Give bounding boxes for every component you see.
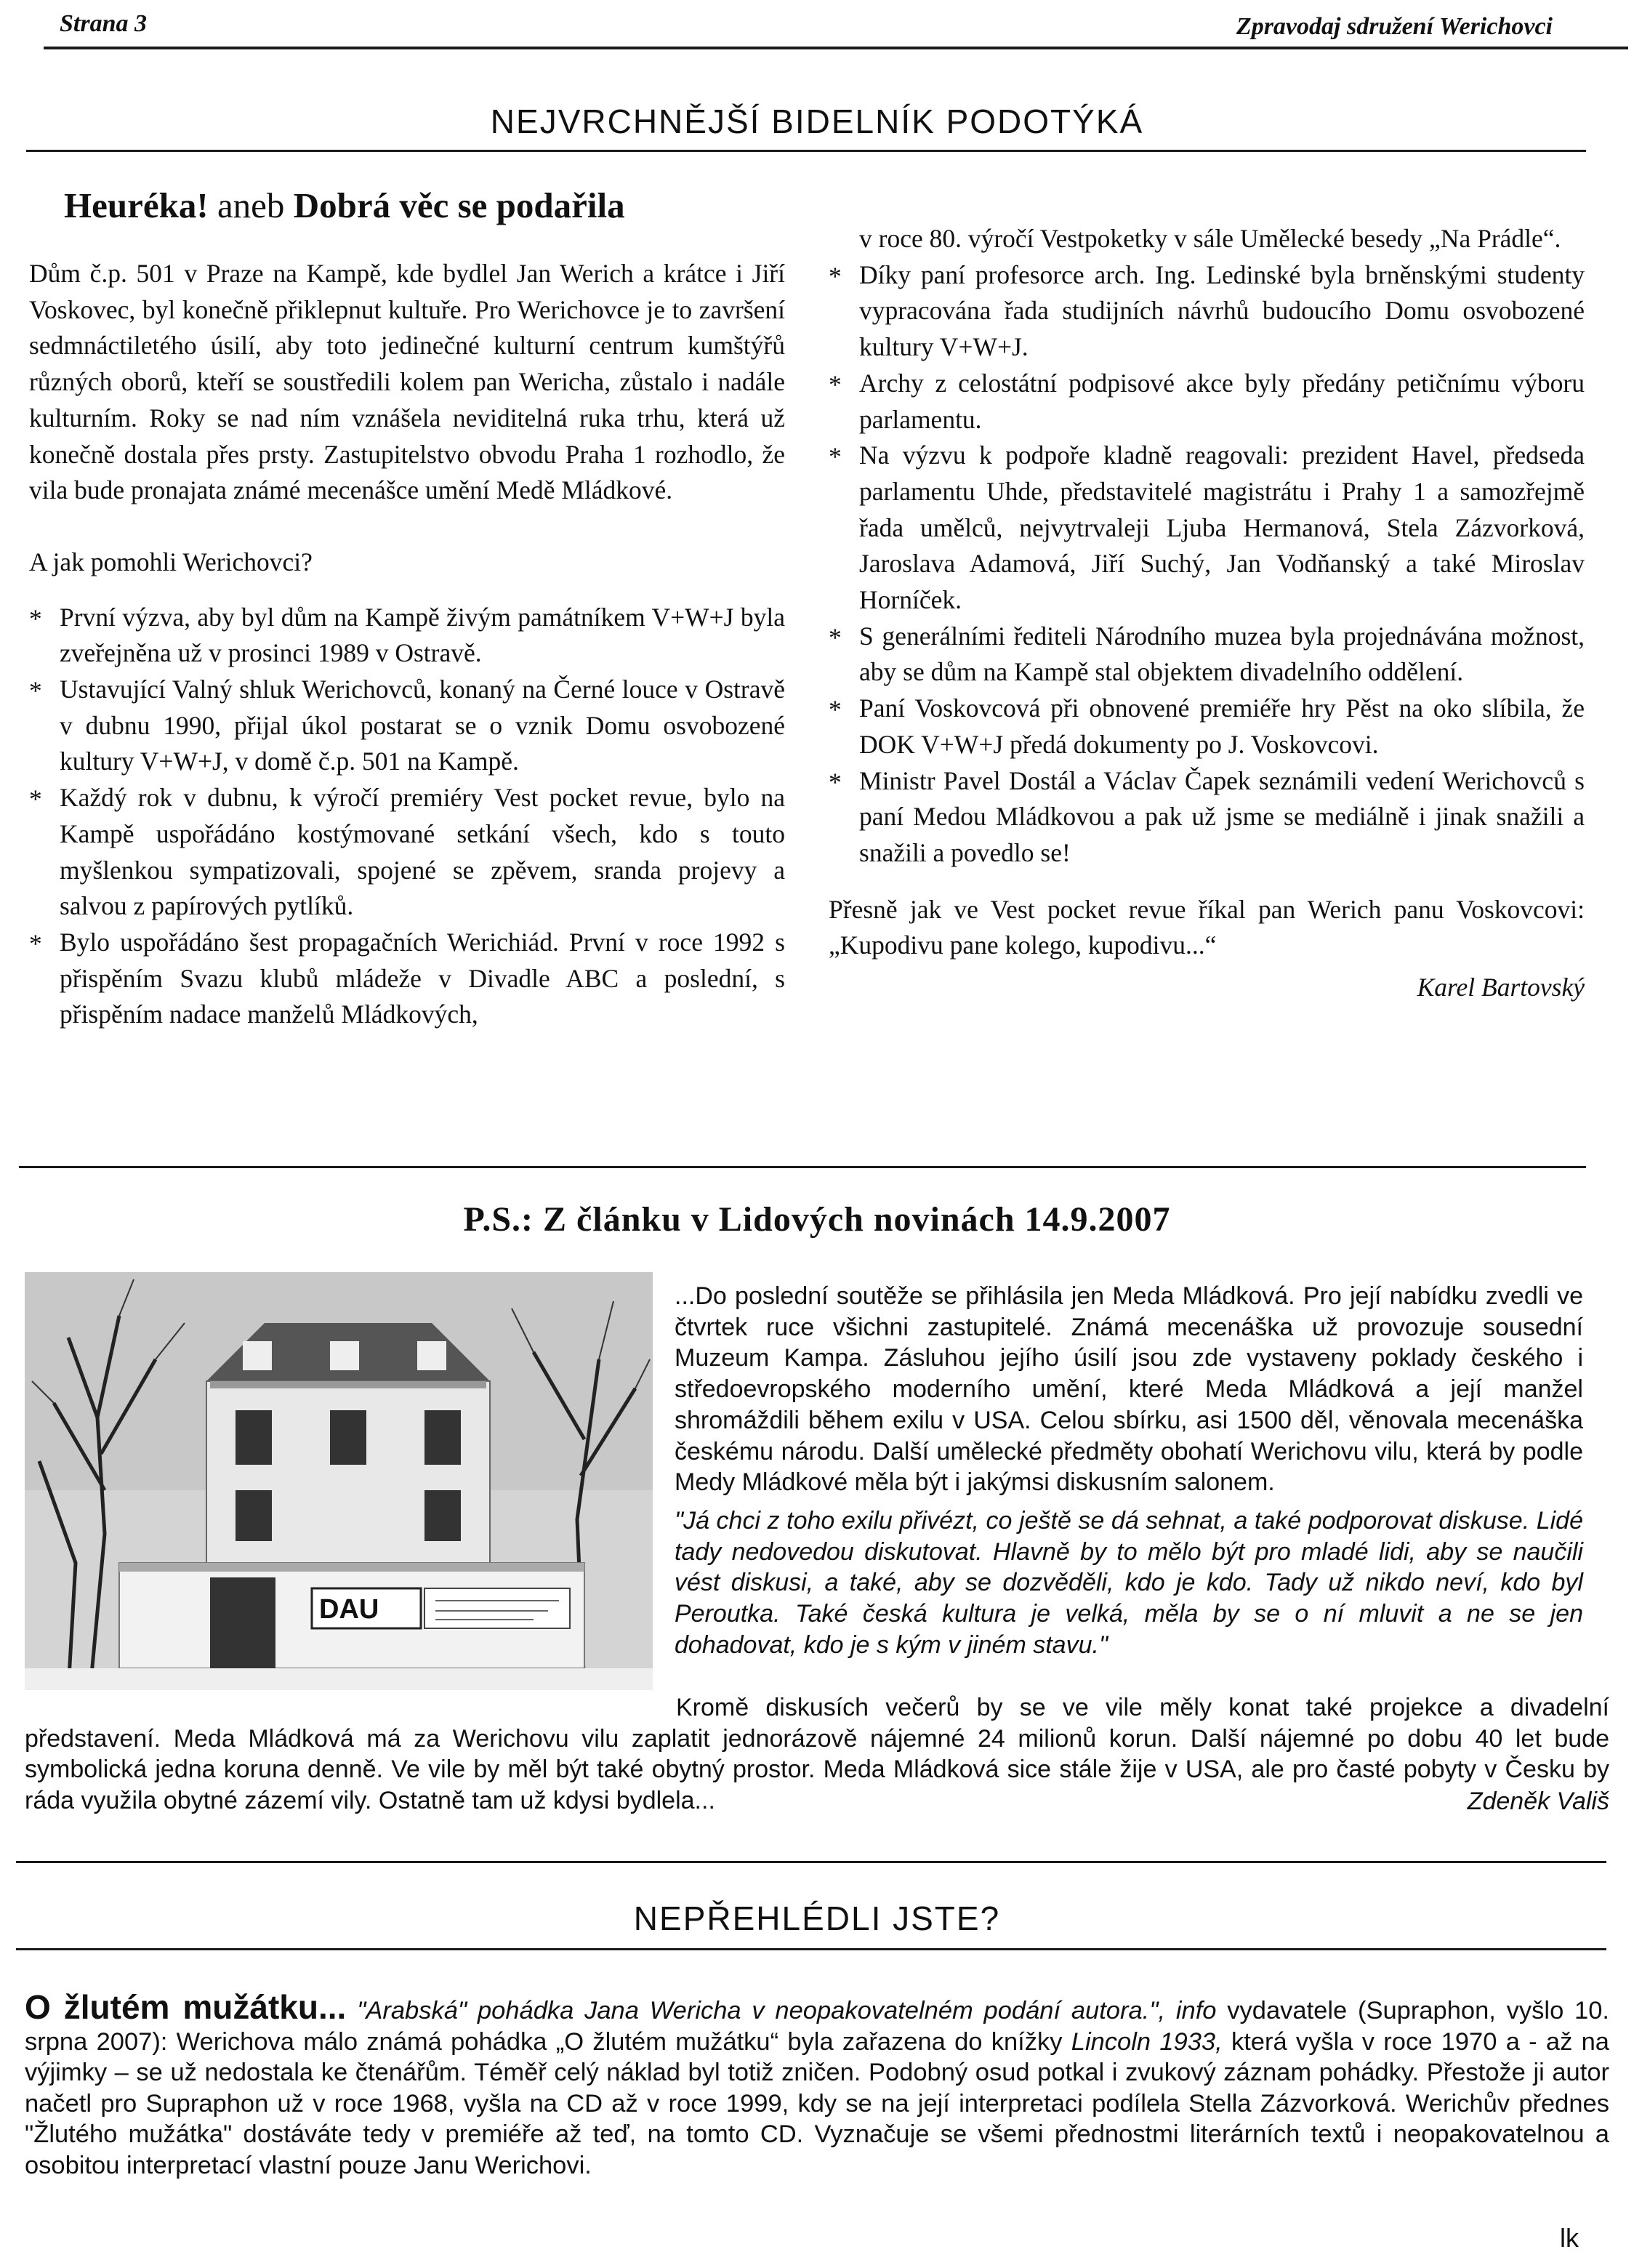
ps-paragraph: Kromě diskusích večerů by se ve vile měly konat také projekce a divadelní představení. Meda Mládková má za Werichovu vilu zaplatit jednorázově nájemné 24 milionů korun. Další nájemné po dobu 40 let bude symbolická jedna koruna denně. Ve vile by měl být také obytný prostor. Meda Mládková sice stále žije v USA, ale pro časté pobyty v Česku by ráda využila obytné zázemí vily. Ostatně tam už kdysi bydlela... <box>25 1694 1609 1815</box>
list-item: * Ministr Pavel Dostál a Václav Čapek seznámili vedení Werichovců s paní Medou Mládkovou a pak už jsme se mediálně i jinak snažili a snažili a povedlo se! <box>829 763 1585 872</box>
article3-subtitle: "Arabská" pohádka Jana Wericha v neopakovatelném podání autora.", info <box>357 1997 1217 2024</box>
section-rule <box>16 1948 1606 1950</box>
bullet-list-left <box>29 600 785 1033</box>
list-item: * Bylo uspořádáno šest propagačních Werichiád. První v roce 1992 s přispěním Svazu klubů mládeže v Divadle ABC a poslední, s přispěním nadace manželů Mládkových, <box>29 925 785 1033</box>
section-rule <box>16 1861 1606 1863</box>
list-item: * S generálními řediteli Národního muzea byla projednávána možnost, aby se dům na Kampě stal objektem divadelního oddělení. <box>829 619 1585 691</box>
article-title <box>64 185 625 226</box>
ps-paragraph: ...Do poslední soutěže se přihlásila jen Meda Mládková. Pro její nabídku zvedli ve čtvrtek ruce všichni zastupitelé. Známá mecenáška už provozuje sousední Muzeum Kampa. Zásluhou jejího úsilí jsou zde vystaveny poklady českého i středoevropského moderního umění, které Meda Mládková a její manžel shromáždili během exilu v USA. Celou sbírku, asi 1500 děl, věnovala mecenáška českému národu. Další umělecké předměty obohatí Werichovu vilu, která by podle Medy Mládkové měla být i jakýmsi diskusním salonem. <box>675 1282 1583 1497</box>
article-intro: Dům č.p. 501 v Praze na Kampě, kde bydlel Jan Werich a krátce i Jiří Voskovec, byl konečně přiklepnut kultuře. Pro Werichovce je to završení sedmnáctiletého úsilí, aby toto jedinečné kulturní centrum kumštýřů různých oborů, kteří se soustředili kolem pan Wericha, zůstalo i nadále kulturním. Roky se nad ním vznášela neviditelná ruka trhu, která už konečně dostala přes prsty. Zastupitelstvo obvodu Praha 1 rozhodlo, že vila bude pronajata známé mecenášce umění Medě Mládkové. <box>29 259 785 505</box>
article-author: Karel Bartovský <box>1417 973 1585 1002</box>
section-rule <box>19 1166 1586 1168</box>
article-closing: Přesně jak ve Vest pocket revue říkal pan Werich panu Voskovcovi: „Kupodivu pane kolego, kupodivu...“ <box>829 894 1585 960</box>
article3-book-title: Lincoln 1933, <box>1071 2027 1223 2056</box>
article3-text: vydavatele (Supraphon, vyšlo 10. srpna 2007): Werichova málo známá pohádka „O žlutém mužátku“ byla zařazena do knížky <box>25 1997 1609 2056</box>
section-heading-neprehledli: NEPŘEHLÉDLI JSTE? <box>633 1899 1001 1937</box>
title-exclamation: Heuréka! <box>64 185 209 225</box>
list-item: * Díky paní profesorce arch. Ing. Ledinské byla brněnskými studenty vypracována řada studijních návrhů budoucího Domu osvobozené kultury V+W+J. <box>829 257 1585 366</box>
list-item: * Každý rok v dubnu, k výročí premiéry Vest pocket revue, bylo na Kampě uspořádáno kostýmované setkání všech, kdo s touto myšlenkou sympatizovali, spojené se zpěvem, sranda projevy a salvou z papírových pytlíků. <box>29 780 785 925</box>
newsletter-name: Zpravodaj sdružení Werichovci <box>1236 13 1553 40</box>
ps-bottom-text <box>25 1692 1609 1817</box>
section-heading-bidelnik: NEJVRCHNĚJŠÍ BIDELNÍK PODOTÝKÁ <box>490 102 1144 140</box>
list-item: * Ustavující Valný shluk Werichovců, konaný na Černé louce v Ostravě v dubnu 1990, přijal úkol postarat se o vznik Domu osvobozené kultury V+W+J, v domě č.p. 501 na Kampě. <box>29 672 785 780</box>
bullet-list-right <box>829 257 1585 872</box>
ps-quote: "Já chci z toho exilu přivézt, co ještě se dá sehnat, a také podporovat diskuse. Lidé tady nedovedou diskutovat. Hlavně by to mělo být pro mladé lidi, aby se naučili vést diskusi, a také, aby se dozvěděli, kdo je kdo. Tady už nikdo neví, kdo byl Peroutka. Také česká kultura je velká, měla by se o ní mluvit a ne se jen dohadovat, kdo je s kým v jiném stavu." <box>675 1506 1583 1659</box>
article-question: A jak pomohli Werichovci? <box>29 547 313 576</box>
section-rule <box>26 150 1586 152</box>
article3-text: která vyšla v roce 1970 a - až na výjimky – se už nedostala ke čtenářům. Téměř celý náklad byl totiž zničen. Podobný osud potkal i zvukový záznam pohádky. Přestože ji autor načetl pro Supraphon už v roce 1968, vyšla na CD až v roce 1999, kdy se na její interpretaci podílela Stella Zázvorková. Werichův přednes "Žlutého mužátka" dostáváte tedy v premiéře až teď, na tomto CD. Vyznačuje se všemi přednostmi literárních textů i neopakovatelnou a osobitou interpretací vlastní pouze Janu Werichovi. <box>25 2027 1609 2179</box>
article-3 <box>25 1988 1609 2181</box>
list-item: * První výzva, aby byl dům na Kampě živým památníkem V+W+J byla zveřejněna už v prosinci 1989 v Ostravě. <box>29 600 785 672</box>
header-rule <box>44 47 1628 49</box>
villa-photo <box>25 1272 653 1690</box>
ps-right-column <box>675 1281 1583 1660</box>
title-connector: aneb <box>217 185 285 225</box>
article-continuation: v roce 80. výročí Vestpoketky v sále Umělecké besedy „Na Prádle“. <box>859 224 1561 253</box>
photo-sign-text: DAU <box>319 1594 379 1625</box>
title-main: Dobrá věc se podařila <box>293 185 625 225</box>
ps-author: Zdeněk Vališ <box>1467 1787 1609 1815</box>
list-item: * Archy z celostátní podpisové akce byly předány petičnímu výboru parlamentu. <box>829 366 1585 438</box>
article-left-column <box>29 256 785 1033</box>
list-item: * Paní Voskovcová při obnovené premiéře hry Pěst na oko slíbila, že DOK V+W+J předá dokumenty po J. Voskovcovi. <box>829 691 1585 763</box>
article3-signature: lk <box>1560 2223 1579 2253</box>
article3-title: O žlutém mužátku... <box>25 1988 347 2026</box>
ps-title: P.S.: Z článku v Lidových novinách 14.9.2007 <box>463 1200 1171 1239</box>
article-right-column <box>829 221 1585 1006</box>
page-number: Strana 3 <box>60 10 147 37</box>
list-item: * Na výzvu k podpoře kladně reagovali: prezident Havel, předseda parlamentu Uhde, představitelé magistrátu i Prahy 1 a samozřejmě řada umělců, nejvytrvaleji Ljuba Hermanová, Stela Zázvorková, Jaroslava Adamová, Jiří Suchý, Jan Vodňanský a také Miroslav Horníček. <box>829 438 1585 619</box>
